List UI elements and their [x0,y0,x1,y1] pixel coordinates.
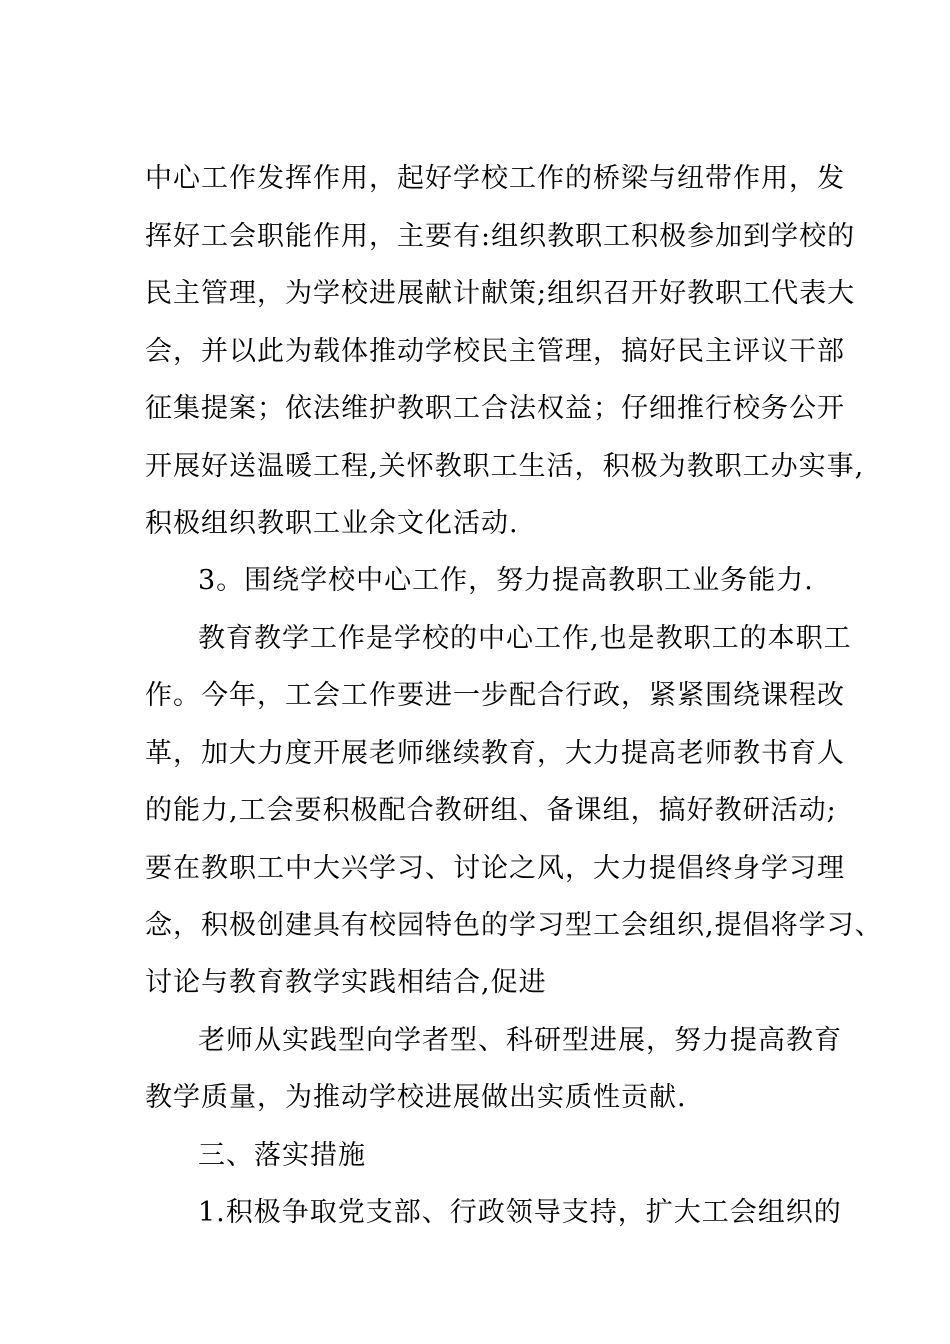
paragraph-line: 教学质量，为推动学校进展做出实质性贡献. [145,1082,687,1113]
paragraph-line: 征集提案；依法维护教职工合法权益；仔细推行校务公开 [145,393,845,424]
paragraph-line: 中心工作发挥作用，起好学校工作的桥梁与纽带作用，发 [145,163,845,194]
paragraph-line: 教育教学工作是学校的中心工作,也是教职工的本职工 [198,623,852,654]
paragraph-line: 的能力,工会要积极配合教研组、备课组，搞好教研活动; [145,795,837,826]
paragraph-line: 革，加大力度开展老师继续教育，大力提高老师教书育人 [145,738,845,769]
paragraph-line: 挥好工会职能作用，主要有:组织教职工积极参加到学校的 [145,221,856,252]
section-heading: 3。围绕学校中心工作，努力提高教职工业务能力. [198,565,814,596]
paragraph-line: 开展好送温暖工程,关怀教职工生活，积极为教职工办实事, [145,451,865,482]
paragraph-line: 老师从实践型向学者型、科研型进展，努力提高教育 [198,1025,842,1056]
paragraph-line: 作。今年，工会工作要进一步配合行政，紧紧围绕课程改 [145,680,845,711]
paragraph-line: 念，积极创建具有校园特色的学习型工会组织,提倡将学习、 [145,910,883,941]
paragraph-line: 积极组织教职工业余文化活动. [145,508,519,539]
paragraph-line: 会，并以此为载体推动学校民主管理，搞好民主评议干部 [145,336,845,367]
paragraph-line: 民主管理，为学校进展献计献策;组织召开好教职工代表大 [145,278,856,309]
section-heading: 三、落实措施 [198,1140,366,1171]
paragraph-line: 讨论与教育教学实践相结合,促进 [145,967,547,998]
paragraph-line: 1.积极争取党支部、行政领导支持，扩大工会组织的 [198,1197,842,1228]
paragraph-line: 要在教职工中大兴学习、讨论之风，大力提倡终身学习理 [145,853,845,884]
